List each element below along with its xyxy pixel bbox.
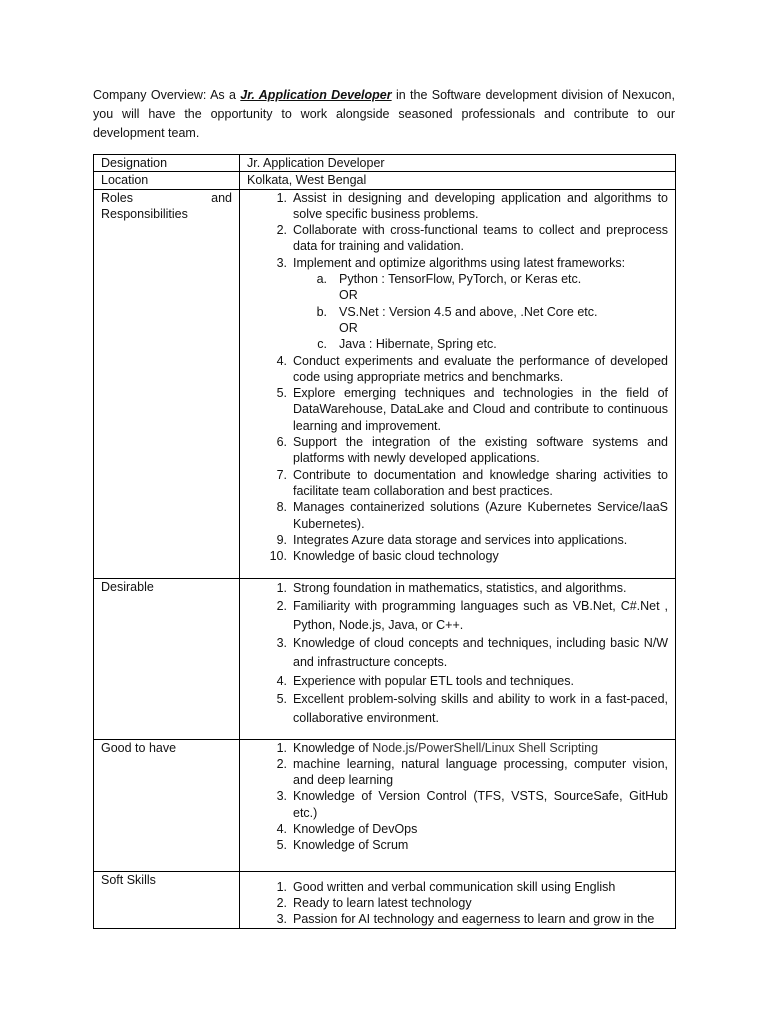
company-overview: [93, 86, 675, 143]
list-item-text: Knowledge of DevOps: [293, 822, 418, 837]
list-item-text: Ready to learn latest technology: [293, 895, 472, 910]
list-item-text: Contribute to documentation and knowledge sharing activities to facilitate team collaboration and best practices.: [293, 467, 668, 498]
list-item-text: Explore emerging techniques and technologies in the field of DataWarehouse, DataLake and Cloud and contribute to continuous learning and improvement.: [293, 386, 668, 433]
list-item: 5. Explore emerging techniques and technologies in the field of DataWarehouse, DataLake and Cloud and contribute to continuous learning and improvement.: [276, 386, 668, 433]
soft-skills-row: [94, 871, 676, 928]
list-item: 7. Contribute to documentation and knowledge sharing activities to facilitate team collaboration and best practices.: [276, 467, 668, 498]
soft-skills-label: Soft Skills: [94, 871, 240, 928]
list-item: 1. Knowledge of Node.js/PowerShell/Linux Shell Scripting: [276, 740, 599, 755]
list-item-text: Knowledge of Version Control (TFS, VSTS, SourceSafe, GitHub etc.): [293, 789, 668, 820]
list-item: 9. Integrates Azure data storage and services into applications.: [276, 532, 628, 547]
sub-item-letter: c.: [317, 337, 327, 352]
list-item: 5. Knowledge of Scrum: [276, 838, 409, 853]
location-label: Location: [94, 172, 240, 189]
list-item: 2. Ready to learn latest technology: [276, 895, 472, 910]
list-item-text: Conduct experiments and evaluate the performance of developed code using appropriate metrics and benchmarks.: [293, 353, 668, 384]
roles-value: [240, 189, 676, 578]
list-item-text: Manages containerized solutions (Azure Kubernetes Service/IaaS Kubernetes).: [293, 500, 668, 531]
frameworks-list: [293, 271, 668, 352]
list-item: 1. Strong foundation in mathematics, statistics, and algorithms.: [276, 580, 627, 595]
overview-prefix: Company Overview: As a: [93, 88, 241, 102]
list-item: 5. Excellent problem-solving skills and ability to work in a fast-paced, collaborative environment.: [276, 692, 668, 725]
soft-skills-list: [247, 879, 668, 928]
list-item: 4. Experience with popular ETL tools and techniques.: [276, 673, 574, 688]
list-item: 8. Manages containerized solutions (Azure Kubernetes Service/IaaS Kubernetes).: [276, 500, 668, 531]
good-to-have-list: [247, 740, 668, 854]
list-item-text: machine learning, natural language processing, computer vision, and deep learning: [293, 756, 668, 788]
or-separator: OR: [339, 288, 358, 303]
list-item-text: Passion for AI technology and eagerness to learn and grow in the: [293, 912, 655, 927]
roles-label: Roles and Responsibilities: [94, 189, 240, 578]
list-item-text: Strong foundation in mathematics, statistics, and algorithms.: [293, 580, 627, 595]
list-item-text: Integrates Azure data storage and services into applications.: [293, 532, 628, 547]
sub-list-item: [293, 271, 668, 287]
list-item-text: Knowledge of: [293, 740, 373, 755]
location-row: [94, 172, 676, 189]
good-to-have-label: Good to have: [94, 739, 240, 871]
list-item: 2. Familiarity with programming languages such as VB.Net, C#.Net , Python, Node.js, Java, or C++.: [276, 599, 668, 632]
list-item: 1. Assist in designing and developing application and algorithms to solve specific business problems.: [276, 190, 668, 221]
designation-value: Jr. Application Developer: [240, 155, 676, 172]
list-item-text: Knowledge of Scrum: [293, 838, 409, 853]
list-item: 4. Knowledge of DevOps: [276, 822, 418, 837]
list-item-text: Knowledge of cloud concepts and techniques, including basic N/W and infrastructure concepts.: [293, 636, 668, 669]
overview-role: Jr. Application Developer: [240, 88, 392, 102]
list-item-text: Experience with popular ETL tools and techniques.: [293, 673, 574, 688]
list-item: 10. Knowledge of basic cloud technology: [269, 549, 499, 564]
list-item: 1. Good written and verbal communication skill using English: [276, 879, 616, 894]
good-to-have-row: [94, 739, 676, 871]
list-item: 4. Conduct experiments and evaluate the performance of developed code using appropriate metrics and benchmarks.: [276, 353, 668, 384]
or-separator: OR: [339, 320, 358, 335]
roles-list: [247, 190, 668, 565]
job-description-table: [93, 154, 676, 929]
list-item: 3. Implement and optimize algorithms using latest frameworks: a. Python : TensorFlow, PyTorch, or Keras etc. OR b. VS.Net : Version 4.5 and above, .Net Core etc. OR c. Java : Hibernate, Spring etc.: [247, 255, 668, 353]
sub-item-letter: a.: [316, 272, 327, 287]
designation-row: [94, 155, 676, 172]
list-item: 6. Support the integration of the existing software systems and platforms with newly developed applications.: [276, 435, 668, 466]
list-item-text: Support the integration of the existing software systems and platforms with newly developed applications.: [293, 435, 668, 466]
sub-list-item: [293, 304, 668, 320]
sub-list-item: [293, 336, 668, 352]
list-item-text: Implement and optimize algorithms using latest frameworks:: [293, 255, 626, 270]
desirable-row: [94, 578, 676, 739]
sub-item-text: VS.Net : Version 4.5 and above, .Net Core etc.: [339, 304, 598, 319]
list-item-text: Excellent problem-solving skills and ability to work in a fast-paced, collaborative environment.: [293, 692, 668, 725]
scripting-tech-text: Node.js/PowerShell/Linux Shell Scripting: [372, 740, 599, 755]
list-item: 3. Passion for AI technology and eagerness to learn and grow in the: [276, 912, 655, 927]
list-item: 2. Collaborate with cross-functional teams to collect and preprocess data for training and validation.: [276, 223, 668, 254]
sub-item-letter: b.: [316, 304, 327, 319]
desirable-label: Desirable: [94, 578, 240, 739]
overview-suffix: in the Software development division of Nexucon, you will have the opportunity to work alongside seasoned professionals and contribute to our development team.: [93, 88, 675, 140]
list-item: 3. Knowledge of Version Control (TFS, VSTS, SourceSafe, GitHub etc.): [276, 789, 668, 820]
list-item-text: Familiarity with programming languages such as VB.Net, C#.Net , Python, Node.js, Java, or C++.: [293, 599, 668, 632]
soft-skills-value: [240, 871, 676, 928]
desirable-list: [247, 579, 668, 728]
location-value: Kolkata, West Bengal: [240, 172, 676, 189]
sub-item-text: Java : Hibernate, Spring etc.: [339, 337, 497, 352]
designation-label: Designation: [94, 155, 240, 172]
list-item-text: Knowledge of basic cloud technology: [293, 549, 499, 564]
list-item: 3. Knowledge of cloud concepts and techniques, including basic N/W and infrastructure concepts.: [276, 636, 668, 669]
roles-row: [94, 189, 676, 578]
good-to-have-value: [240, 739, 676, 871]
list-item-text: Good written and verbal communication skill using English: [293, 879, 616, 894]
sub-item-text: Python : TensorFlow, PyTorch, or Keras etc.: [339, 272, 582, 287]
desirable-value: [240, 578, 676, 739]
list-item-text: Assist in designing and developing application and algorithms to solve specific business problems.: [293, 190, 668, 221]
list-item: 2. machine learning, natural language processing, computer vision, and deep learning: [276, 756, 668, 788]
list-item-text: Collaborate with cross-functional teams to collect and preprocess data for training and validation.: [293, 223, 668, 254]
